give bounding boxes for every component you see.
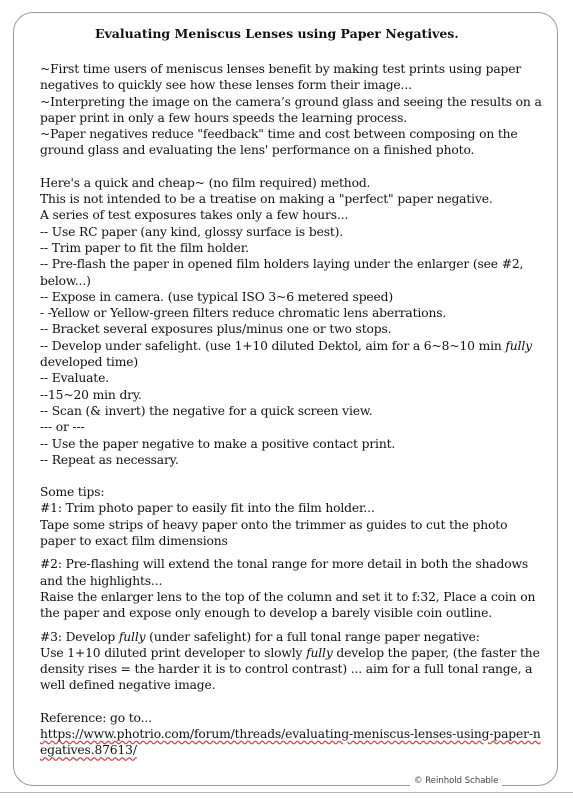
tip3-body <box>40 645 545 694</box>
step-develop-emphasis: fully <box>505 338 532 353</box>
method-lead-3: A series of test exposures takes only a few hours... <box>40 208 349 223</box>
step-or: --- or --- <box>40 420 85 435</box>
tips-heading: Some tips: <box>40 485 105 500</box>
copyright-notice: © Reinhold Schable <box>410 776 502 786</box>
reference-link[interactable]: https://www.photrio.com/forum/threads/evaluating-meniscus-lenses-using-paper-negatives.87613/ <box>40 726 541 758</box>
step-rc-paper: -- Use RC paper (any kind, glossy surface is best). <box>40 224 344 239</box>
step-trim-paper: -- Trim paper to fit the film holder. <box>40 240 249 255</box>
tip2-title: #2: Pre-flashing will extend the tonal range for more detail in both the shadows and the highlights... <box>40 557 529 588</box>
tip3-title-text-end: (under safelight) for a full tonal range paper negative: <box>145 629 480 644</box>
step-develop <box>40 338 545 371</box>
step-develop-text-end: developed time) <box>40 355 138 370</box>
tip1-title: #1: Trim photo paper to easily fit into the film holder... <box>40 501 375 516</box>
step-dry: --15~20 min dry. <box>40 387 142 402</box>
tip1-body: Tape some strips of heavy paper onto the trimmer as guides to cut the photo paper to exact film dimensions <box>40 517 508 549</box>
tip2-body: Raise the enlarger lens to the top of the column and set it to f:32, Place a coin on the paper and expose only enough to develop a barely visible coin outline. <box>40 589 536 621</box>
tip3-body-text-end: develop the paper, (the faster the density rises = the harder it is to control contrast) ... aim for a full tonal range, a well defined negative image. <box>40 645 540 693</box>
method-lead-2: This is not intended to be a treatise on making a "perfect" paper negative. <box>40 192 493 207</box>
tip3-title-emphasis: fully <box>118 629 146 644</box>
step-evaluate: -- Evaluate. <box>40 371 109 386</box>
tip3-body-text: Use 1+10 diluted print developer to slowly <box>40 645 307 660</box>
tip3-title <box>40 629 545 645</box>
tip3-body-emphasis: fully <box>306 645 333 660</box>
step-bracket: -- Bracket several exposures plus/minus one or two stops. <box>40 322 392 337</box>
tip3-title-text: #3: Develop <box>40 629 119 644</box>
intro-paragraph-2: ~Interpreting the image on the camera’s ground glass and seeing the results on a paper print in only a few hours speeds the learning process. <box>40 94 542 125</box>
step-filters: - -Yellow or Yellow-green filters reduce chromatic lens aberrations. <box>40 306 447 321</box>
step-develop-text: -- Develop under safelight. (use 1+10 diluted Dektol, aim for a 6~8~10 min <box>40 338 506 353</box>
step-repeat: -- Repeat as necessary. <box>40 452 179 467</box>
step-contact-print: -- Use the paper negative to make a positive contact print. <box>40 436 396 451</box>
step-expose: -- Expose in camera. (use typical ISO 3~6 metered speed) <box>40 289 394 304</box>
step-preflash: -- Pre-flash the paper in opened film holders laying under the enlarger (see #2, below...) <box>40 257 524 288</box>
intro-paragraph-3: ~Paper negatives reduce "feedback" time and cost between composing on the ground glass and evaluating the lens' performance on a finished photo. <box>40 127 518 158</box>
intro-paragraph-1: ~First time users of meniscus lenses benefit by making test prints using paper negatives to quickly see how these lenses form their image... <box>40 62 522 93</box>
bottom-rule <box>0 792 573 793</box>
document-body <box>40 61 545 759</box>
reference-label: Reference: go to... <box>40 710 152 725</box>
step-scan: -- Scan (& invert) the negative for a quick screen view. <box>40 403 373 418</box>
document-title: Evaluating Meniscus Lenses using Paper Negatives. <box>95 26 459 41</box>
method-lead-1: Here's a quick and cheap~ (no film required) method. <box>40 175 371 190</box>
